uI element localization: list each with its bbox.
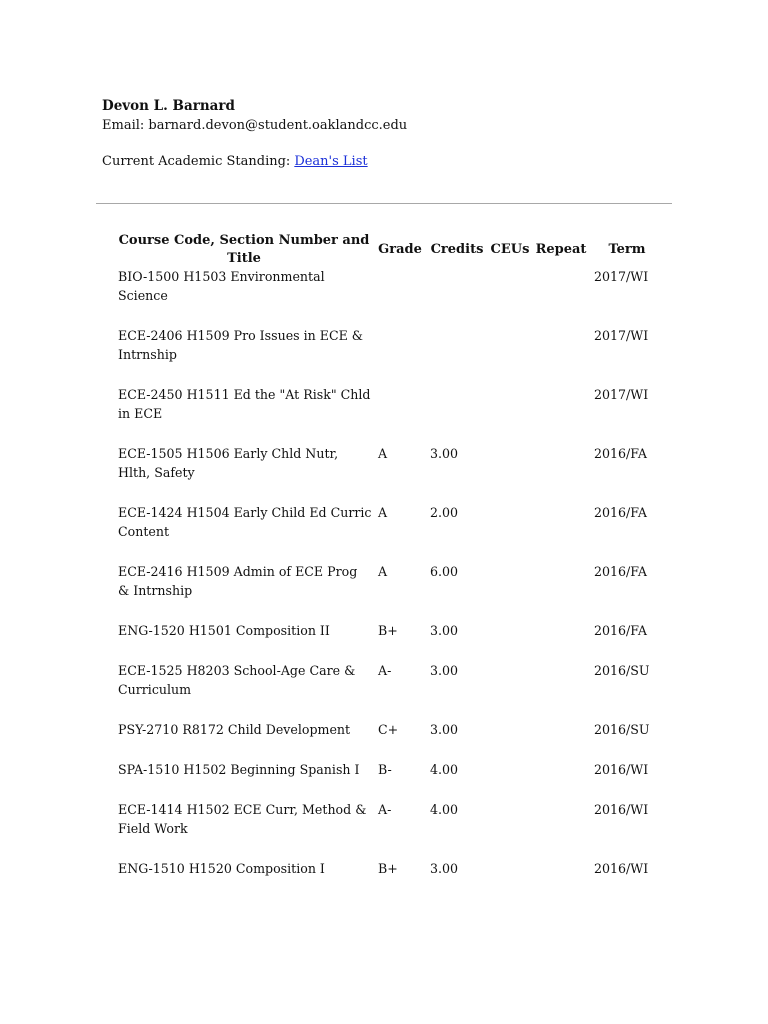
cell-repeat (532, 504, 590, 563)
student-name: Devon L. Barnard (102, 98, 235, 114)
cell-course: ECE-1505 H1506 Early Chld Nutr, Hlth, Safety (118, 446, 339, 480)
cell-grade (374, 386, 426, 445)
cell-credits: 4.00 (430, 762, 459, 777)
cell-credits: 3.00 (430, 623, 459, 638)
cell-repeat (532, 721, 590, 761)
cell-grade: C+ (378, 722, 399, 737)
table-row (114, 721, 664, 761)
column-header-ceus: CEUs (490, 242, 530, 257)
cell-grade (374, 268, 426, 327)
table-row (114, 860, 664, 919)
cell-term: 2016/FA (594, 446, 648, 461)
academic-standing (102, 152, 662, 171)
cell-term: 2017/WI (594, 328, 649, 343)
cell-grade: B+ (378, 623, 398, 638)
cell-term: 2016/WI (594, 762, 649, 777)
cell-ceus (488, 622, 532, 662)
cell-ceus (488, 801, 532, 860)
cell-course: ECE-2416 H1509 Admin of ECE Prog & Intrnship (118, 564, 358, 598)
table-row (114, 268, 664, 327)
cell-term: 2016/WI (594, 861, 649, 876)
cell-ceus (488, 721, 532, 761)
cell-repeat (532, 327, 590, 386)
cell-term: 2017/WI (594, 269, 649, 284)
column-header-course: Course Code, Section Number and Title (118, 233, 370, 266)
cell-ceus (488, 662, 532, 721)
cell-credits: 3.00 (430, 663, 459, 678)
cell-course: ECE-1525 H8203 School-Age Care & Curriculum (118, 663, 356, 697)
column-header-repeat: Repeat (535, 242, 587, 257)
cell-grade: A- (378, 663, 392, 678)
cell-repeat (532, 563, 590, 622)
cell-term: 2016/SU (594, 663, 650, 678)
cell-course: ECE-1414 H1502 ECE Curr, Method & Field Work (118, 802, 367, 836)
cell-course: ECE-2406 H1509 Pro Issues in ECE & Intrnship (118, 328, 363, 362)
section-divider (96, 203, 672, 204)
cell-credits: 6.00 (430, 564, 459, 579)
cell-term: 2016/SU (594, 722, 650, 737)
column-header-grade: Grade (378, 242, 422, 257)
cell-grade (374, 327, 426, 386)
cell-ceus (488, 504, 532, 563)
table-row (114, 504, 664, 563)
standing-label: Current Academic Standing: (102, 154, 291, 169)
cell-ceus (488, 761, 532, 801)
cell-course: PSY-2710 R8172 Child Development (118, 722, 351, 737)
cell-grade: A- (378, 802, 392, 817)
table-row (114, 563, 664, 622)
student-email: Email: barnard.devon@student.oaklandcc.edu (102, 118, 408, 133)
column-header-credits: Credits (430, 242, 484, 257)
cell-credits (426, 386, 488, 445)
table-row (114, 327, 664, 386)
cell-term: 2016/FA (594, 564, 648, 579)
cell-ceus (488, 386, 532, 445)
cell-repeat (532, 386, 590, 445)
cell-term: 2016/WI (594, 802, 649, 817)
cell-course: ENG-1520 H1501 Composition II (118, 623, 330, 638)
cell-ceus (488, 445, 532, 504)
cell-course: ENG-1510 H1520 Composition I (118, 861, 325, 876)
cell-ceus (488, 327, 532, 386)
cell-term: 2017/WI (594, 387, 649, 402)
table-row (114, 445, 664, 504)
cell-repeat (532, 662, 590, 721)
table-header-row (114, 232, 664, 268)
cell-repeat (532, 622, 590, 662)
cell-grade: A (378, 446, 388, 461)
cell-repeat (532, 761, 590, 801)
cell-ceus (488, 563, 532, 622)
cell-credits (426, 268, 488, 327)
course-table (114, 232, 664, 919)
cell-grade: B+ (378, 861, 398, 876)
student-header (102, 97, 662, 171)
cell-credits: 4.00 (430, 802, 459, 817)
table-row (114, 801, 664, 860)
cell-ceus (488, 860, 532, 919)
cell-credits: 2.00 (430, 505, 459, 520)
cell-credits (426, 327, 488, 386)
cell-grade: A (378, 564, 388, 579)
cell-grade: B- (378, 762, 392, 777)
cell-ceus (488, 268, 532, 327)
cell-term: 2016/FA (594, 623, 648, 638)
table-row (114, 622, 664, 662)
cell-course: ECE-1424 H1504 Early Child Ed Curric Content (118, 505, 372, 539)
table-row (114, 662, 664, 721)
cell-repeat (532, 801, 590, 860)
cell-course: SPA-1510 H1502 Beginning Spanish I (118, 762, 360, 777)
table-row (114, 386, 664, 445)
cell-course: ECE-2450 H1511 Ed the "At Risk" Chld in ECE (118, 387, 371, 421)
cell-course: BIO-1500 H1503 Environmental Science (118, 269, 325, 303)
cell-repeat (532, 268, 590, 327)
cell-credits: 3.00 (430, 722, 459, 737)
column-header-term: Term (608, 242, 646, 257)
table-row (114, 761, 664, 801)
cell-repeat (532, 860, 590, 919)
cell-grade: A (378, 505, 388, 520)
cell-credits: 3.00 (430, 446, 459, 461)
cell-term: 2016/FA (594, 505, 648, 520)
standing-link[interactable]: Dean's List (294, 154, 368, 169)
course-rows (114, 268, 664, 919)
cell-credits: 3.00 (430, 861, 459, 876)
cell-repeat (532, 445, 590, 504)
